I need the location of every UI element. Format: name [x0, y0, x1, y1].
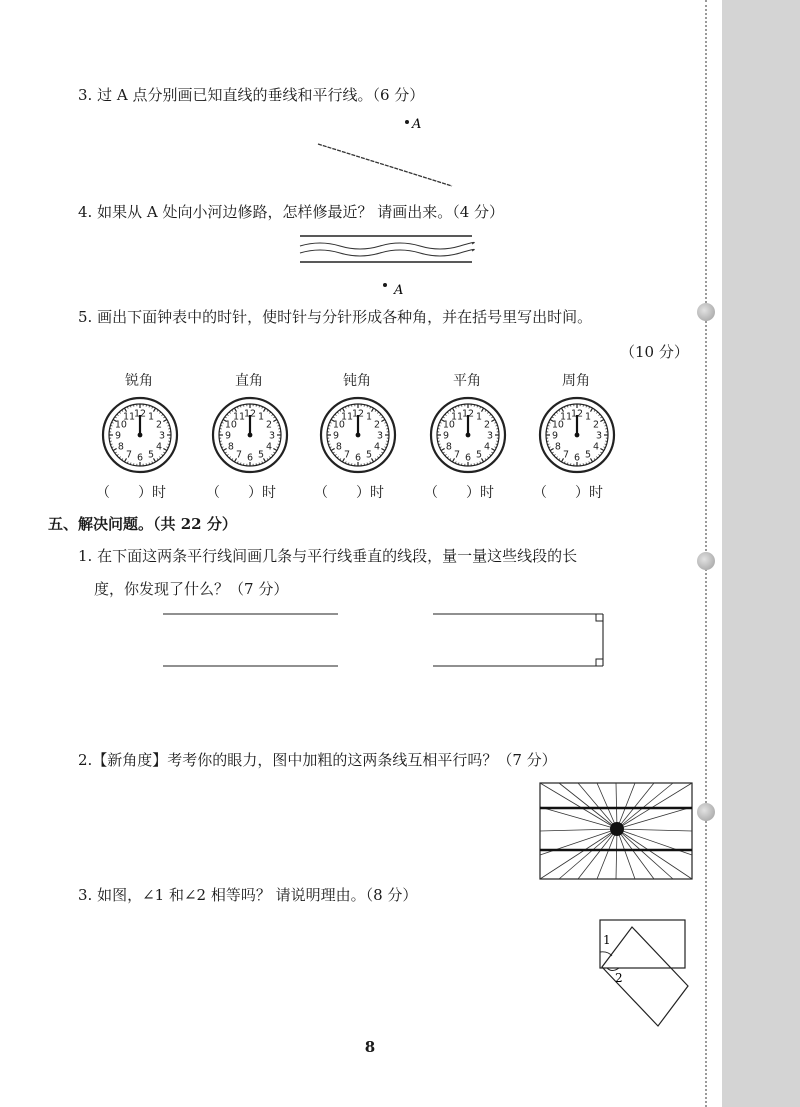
clock-numeral: 2	[156, 419, 163, 431]
clock-numeral: 12	[133, 408, 147, 420]
binding-hole	[697, 803, 715, 821]
clock-angle-label: 直角	[235, 373, 263, 389]
clock-face[interactable]	[211, 396, 289, 474]
clock-angle-label: 平角	[453, 373, 481, 389]
clock-numeral: 8	[117, 441, 124, 453]
clock-center	[575, 433, 580, 438]
clock-face[interactable]	[429, 396, 507, 474]
time-answer-blank[interactable]: （ ）时	[96, 485, 166, 501]
illusion-center-dot	[610, 822, 624, 836]
clock-numeral: 10	[551, 419, 564, 431]
binding-hole	[697, 303, 715, 321]
clock-angle-label: 周角	[562, 373, 590, 389]
clock-numeral: 8	[335, 441, 342, 453]
clock-numeral: 6	[246, 452, 254, 464]
clock-numeral: 8	[554, 441, 561, 453]
clock-numeral: 12	[243, 408, 257, 420]
clock-numeral: 3	[595, 430, 603, 442]
q3-given-line	[318, 144, 452, 186]
section-title: 五、解决问题。（共 22 分）	[48, 515, 237, 533]
clock-numeral: 11	[122, 411, 136, 423]
q3-figure	[300, 110, 480, 210]
clock-numeral: 6	[136, 452, 144, 464]
clock-numeral: 6	[354, 452, 362, 464]
clock-numeral: 7	[125, 449, 133, 461]
clock-numeral: 12	[570, 408, 584, 420]
clock-numeral: 10	[224, 419, 237, 431]
folded-rectangle-figure	[595, 915, 695, 1030]
clock-numeral: 1	[147, 411, 155, 423]
right-angle-mark	[596, 659, 603, 666]
clock-angle-label: 锐角	[125, 373, 153, 389]
clock-numeral: 4	[484, 441, 491, 453]
clock-numeral: 4	[266, 441, 273, 453]
q4-label-wrap	[385, 277, 405, 297]
clock-numeral: 9	[224, 430, 232, 442]
angle-2-label: 2	[615, 971, 623, 985]
clock-numeral: 9	[332, 430, 340, 442]
clock-numeral: 5	[257, 449, 265, 461]
angle-1-label: 1	[603, 933, 611, 947]
clock-numeral: 3	[268, 430, 276, 442]
clock-numeral: 7	[343, 449, 351, 461]
clock-numeral: 4	[374, 441, 381, 453]
problem-2-text: 2.【新角度】考考你的眼力，图中加粗的这两条线互相平行吗？（7 分）	[78, 751, 557, 769]
clock-numeral: 11	[450, 411, 464, 423]
clock-numeral: 2	[484, 419, 491, 431]
clock-numeral: 5	[475, 449, 483, 461]
clock-numeral: 9	[114, 430, 122, 442]
clock-numeral: 3	[158, 430, 166, 442]
clock-numeral: 10	[442, 419, 455, 431]
problem-3-text: 3. 如图，∠1 和∠2 相等吗？ 请说明理由。（8 分）	[78, 886, 418, 904]
clock-numeral: 2	[374, 419, 381, 431]
clock-numeral: 1	[584, 411, 592, 423]
clock-numeral: 11	[232, 411, 246, 423]
clock-center	[138, 433, 143, 438]
binding-margin	[722, 0, 800, 1107]
clock-numeral: 1	[365, 411, 373, 423]
clock-numeral: 7	[235, 449, 243, 461]
clock-numeral: 1	[257, 411, 265, 423]
clock-numeral: 9	[551, 430, 559, 442]
clock-numeral: 5	[365, 449, 373, 461]
clock-numeral: 8	[227, 441, 234, 453]
q3-point-a	[405, 120, 409, 124]
clock-numeral: 11	[559, 411, 573, 423]
illusion-figure	[539, 782, 695, 882]
time-answer-blank[interactable]: （ ）时	[533, 485, 603, 501]
problem-1-line2: 度，你发现了什么？（7 分）	[94, 580, 289, 598]
rectangle	[600, 920, 685, 968]
clock-center	[466, 433, 471, 438]
clock-numeral: 5	[584, 449, 592, 461]
clock-numeral: 4	[593, 441, 600, 453]
question-5-score: （10 分）	[620, 343, 689, 361]
problem-1-line1: 1. 在下面这两条平行线间画几条与平行线垂直的线段，量一量这些线段的长	[78, 547, 578, 565]
clock-numeral: 9	[442, 430, 450, 442]
clock-numeral: 7	[562, 449, 570, 461]
clock-face[interactable]	[319, 396, 397, 474]
clock-numeral: 4	[156, 441, 163, 453]
question-3-text: 3. 过 A 点分别画已知直线的垂线和平行线。（6 分）	[78, 86, 425, 104]
parallel-lines-figure	[160, 605, 620, 675]
time-answer-blank[interactable]: （ ）时	[424, 485, 494, 501]
clock-numeral: 1	[475, 411, 483, 423]
q3-point-label: A	[412, 117, 422, 132]
clock-numeral: 11	[340, 411, 354, 423]
clock-numeral: 5	[147, 449, 155, 461]
q4-point-label: A	[394, 283, 404, 298]
clock-numeral: 7	[453, 449, 461, 461]
question-4-text: 4. 如果从 A 处向小河边修路，怎样修最近？ 请画出来。（4 分）	[78, 203, 505, 221]
binding-hole	[697, 552, 715, 570]
clock-numeral: 6	[573, 452, 581, 464]
river-wave	[300, 242, 474, 249]
clock-numeral: 3	[376, 430, 384, 442]
page-number: 8	[364, 1038, 376, 1056]
clock-numeral: 10	[332, 419, 345, 431]
clock-center	[248, 433, 253, 438]
clock-numeral: 10	[114, 419, 127, 431]
clock-numeral: 6	[464, 452, 472, 464]
clock-face[interactable]	[101, 396, 179, 474]
clock-numeral: 2	[593, 419, 600, 431]
time-answer-blank[interactable]: （ ）时	[314, 485, 384, 501]
clock-numeral: 2	[266, 419, 273, 431]
clock-center	[356, 433, 361, 438]
clock-numeral: 8	[445, 441, 452, 453]
river-wave	[300, 249, 474, 256]
clock-face[interactable]	[538, 396, 616, 474]
clock-numeral: 3	[486, 430, 494, 442]
clock-numeral: 12	[461, 408, 475, 420]
clock-numeral: 12	[351, 408, 365, 420]
clock-angle-label: 钝角	[343, 373, 371, 389]
right-angle-mark	[596, 614, 603, 621]
time-answer-blank[interactable]: （ ）时	[206, 485, 276, 501]
question-5-text: 5. 画出下面钟表中的时针，使时针与分针形成各种角，并在括号里写出时间。	[78, 308, 593, 326]
